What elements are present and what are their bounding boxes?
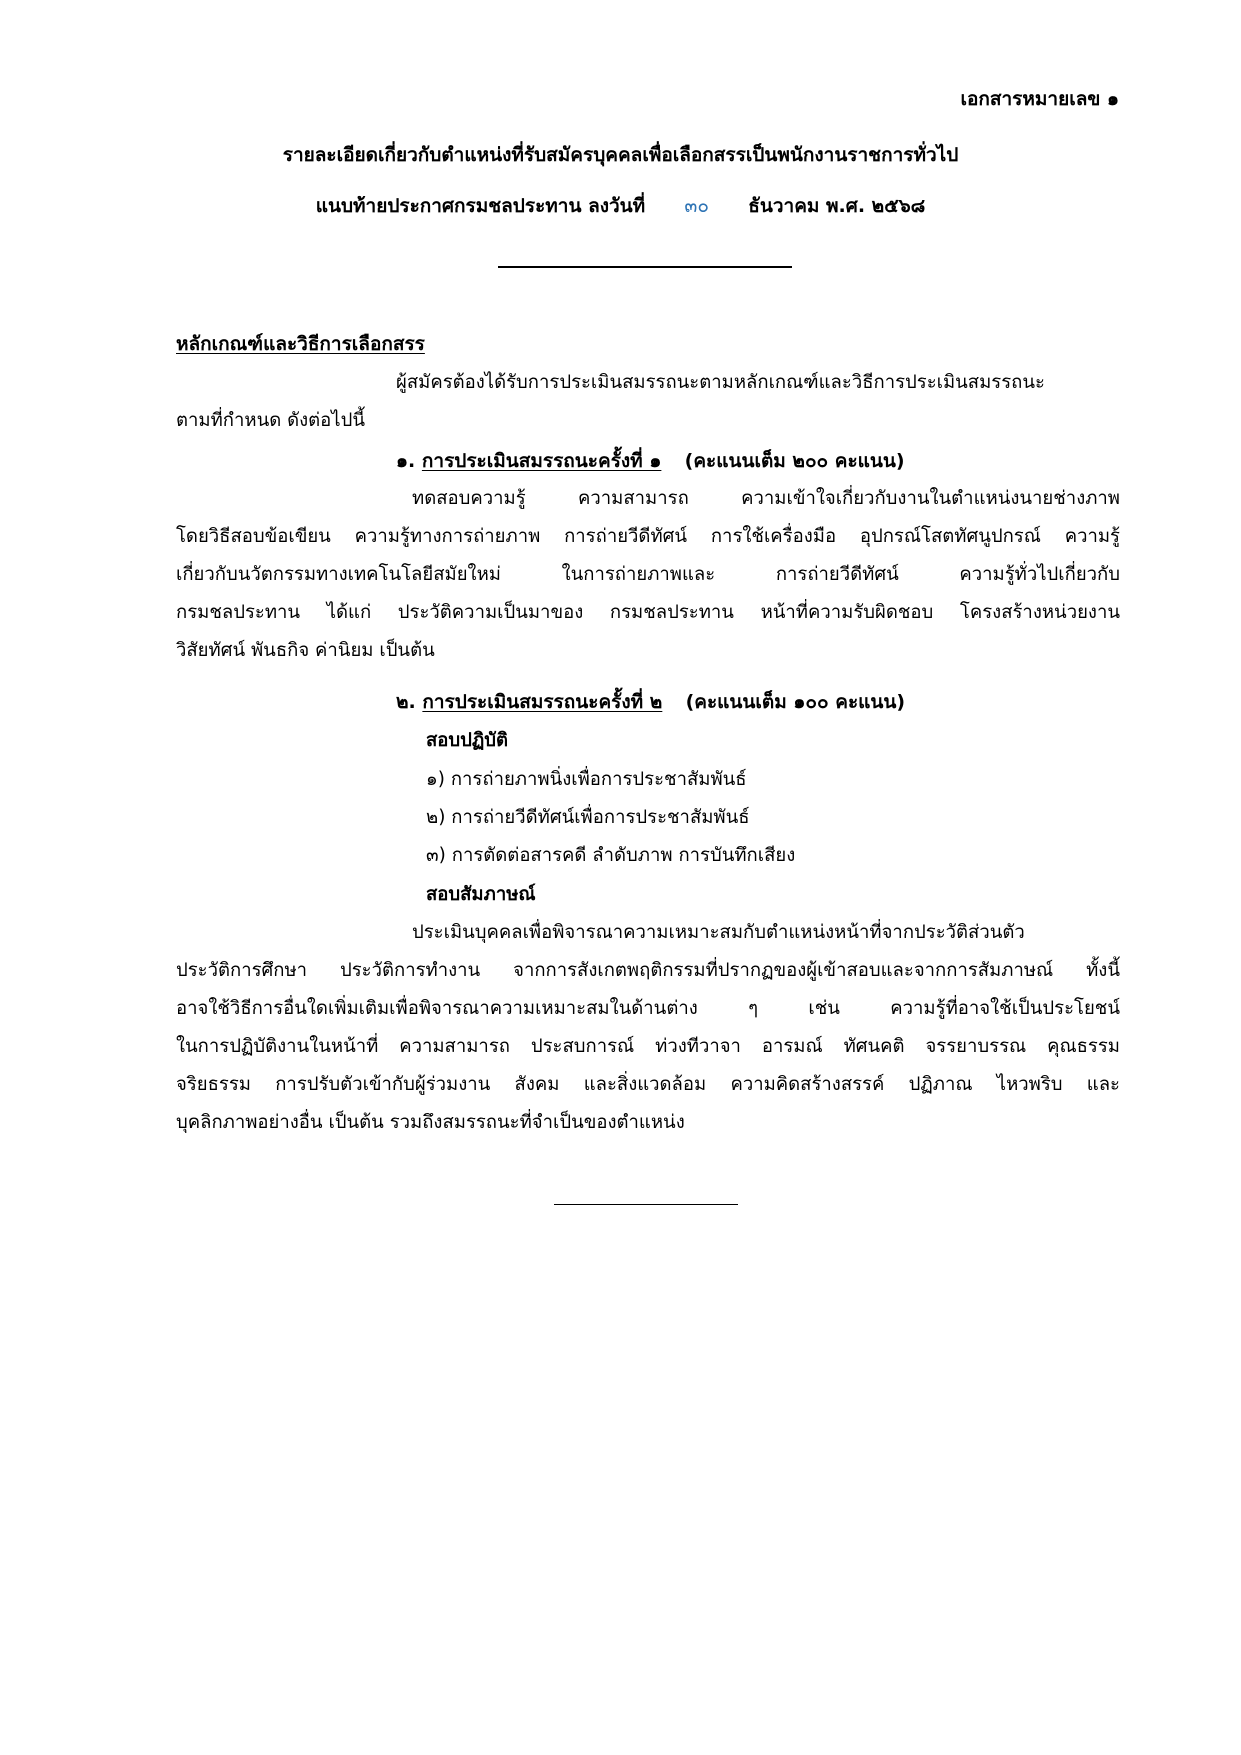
assessment-1-number: ๑. <box>396 450 416 472</box>
interview-line: บุคลิกภาพอย่างอื่น เป็นต้น รวมถึงสมรรถนะที่จำเป็นของตำแหน่ง <box>176 1112 685 1133</box>
interview-line: ในการปฏิบัติงานในหน้าที่ ความสามารถ ประสบการณ์ ท่วงทีวาจา อารมณ์ ทัศนคติ จรรยาบรรณ คุณธรรม <box>176 1036 1120 1057</box>
end-divider <box>554 1204 738 1205</box>
section-heading: หลักเกณฑ์และวิธีการเลือกสรร <box>176 333 425 355</box>
announcement-day: ๓๐ <box>684 195 710 217</box>
interview-line: จริยธรรม การปรับตัวเข้ากับผู้ร่วมงาน สังคม และสิ่งแวดล้อม ความคิดสร้างสรรค์ ปฏิภาณ ไหวพริบ และ <box>176 1074 1120 1095</box>
assessment-1-line: โดยวิธีสอบข้อเขียน ความรู้ทางการถ่ายภาพ การถ่ายวีดีทัศน์ การใช้เครื่องมือ อุปกรณ์โสตทัศนูปกรณ์ ความรู้ <box>176 526 1120 547</box>
document-title: รายละเอียดเกี่ยวกับตำแหน่งที่รับสมัครบุคคลเพื่อเลือกสรรเป็นพนักงานราชการทั่วไป <box>282 144 959 166</box>
practical-item: ๓) การตัดต่อสารคดี ลำดับภาพ การบันทึกเสียง <box>426 845 796 866</box>
assessment-2-title: การประเมินสมรรถนะครั้งที่ ๒ <box>422 691 663 713</box>
subtitle-prefix: แนบท้ายประกาศกรมชลประทาน ลงวันที่ <box>315 195 646 217</box>
assessment-1-line: วิสัยทัศน์ พันธกิจ ค่านิยม เป็นต้น <box>176 640 435 661</box>
assessment-2-heading <box>396 687 905 717</box>
assessment-2-number: ๒. <box>396 691 416 713</box>
assessment-1-line: ทดสอบความรู้ ความสามารถ ความเข้าใจเกี่ยวกับงานในตำแหน่งนายช่างภาพ <box>412 488 1120 509</box>
assessment-1-score: (คะแนนเต็ม ๒๐๐ คะแนน) <box>684 450 905 472</box>
assessment-1-title: การประเมินสมรรถนะครั้งที่ ๑ <box>421 450 662 472</box>
interview-line: อาจใช้วิธีการอื่นใดเพิ่มเติมเพื่อพิจารณาความเหมาะสมในด้านต่าง ๆ เช่น ความรู้ที่อาจใช้เป็นประโยชน์ <box>176 998 1120 1019</box>
interview-line: ประเมินบุคคลเพื่อพิจารณาความเหมาะสมกับตำแหน่งหน้าที่จากประวัติส่วนตัว <box>412 922 1025 943</box>
assessment-2-score: (คะแนนเต็ม ๑๐๐ คะแนน) <box>685 691 906 713</box>
intro-line: ผู้สมัครต้องได้รับการประเมินสมรรถนะตามหลักเกณฑ์และวิธีการประเมินสมรรถนะ <box>396 372 1045 393</box>
assessment-1-line: กรมชลประทาน ได้แก่ ประวัติความเป็นมาของ กรมชลประทาน หน้าที่ความรับผิดชอบ โครงสร้างหน่วยงาน <box>176 602 1120 623</box>
practical-heading: สอบปฏิบัติ <box>426 730 509 751</box>
title-divider <box>498 266 792 268</box>
intro-line: ตามที่กำหนด ดังต่อไปนี้ <box>176 410 365 431</box>
assessment-1-heading <box>396 446 905 476</box>
announcement-month-year: ธันวาคม พ.ศ. ๒๕๖๘ <box>748 195 926 217</box>
interview-line: ประวัติการศึกษา ประวัติการทำงาน จากการสังเกตพฤติกรรมที่ปรากฏของผู้เข้าสอบและจากการสัมภาษณ์ ทั้งนี้ <box>176 960 1120 981</box>
document-number: เอกสารหมายเลข ๑ <box>960 88 1119 110</box>
assessment-1-line: เกี่ยวกับนวัตกรรมทางเทคโนโลยีสมัยใหม่ ในการถ่ายภาพและ การถ่ายวีดีทัศน์ ความรู้ทั่วไปเกี่ยวกับ <box>176 564 1120 585</box>
practical-item: ๑) การถ่ายภาพนิ่งเพื่อการประชาสัมพันธ์ <box>426 769 747 790</box>
practical-item: ๒) การถ่ายวีดีทัศน์เพื่อการประชาสัมพันธ์ <box>426 807 750 828</box>
document-subtitle <box>0 191 1241 221</box>
interview-heading: สอบสัมภาษณ์ <box>426 884 536 905</box>
